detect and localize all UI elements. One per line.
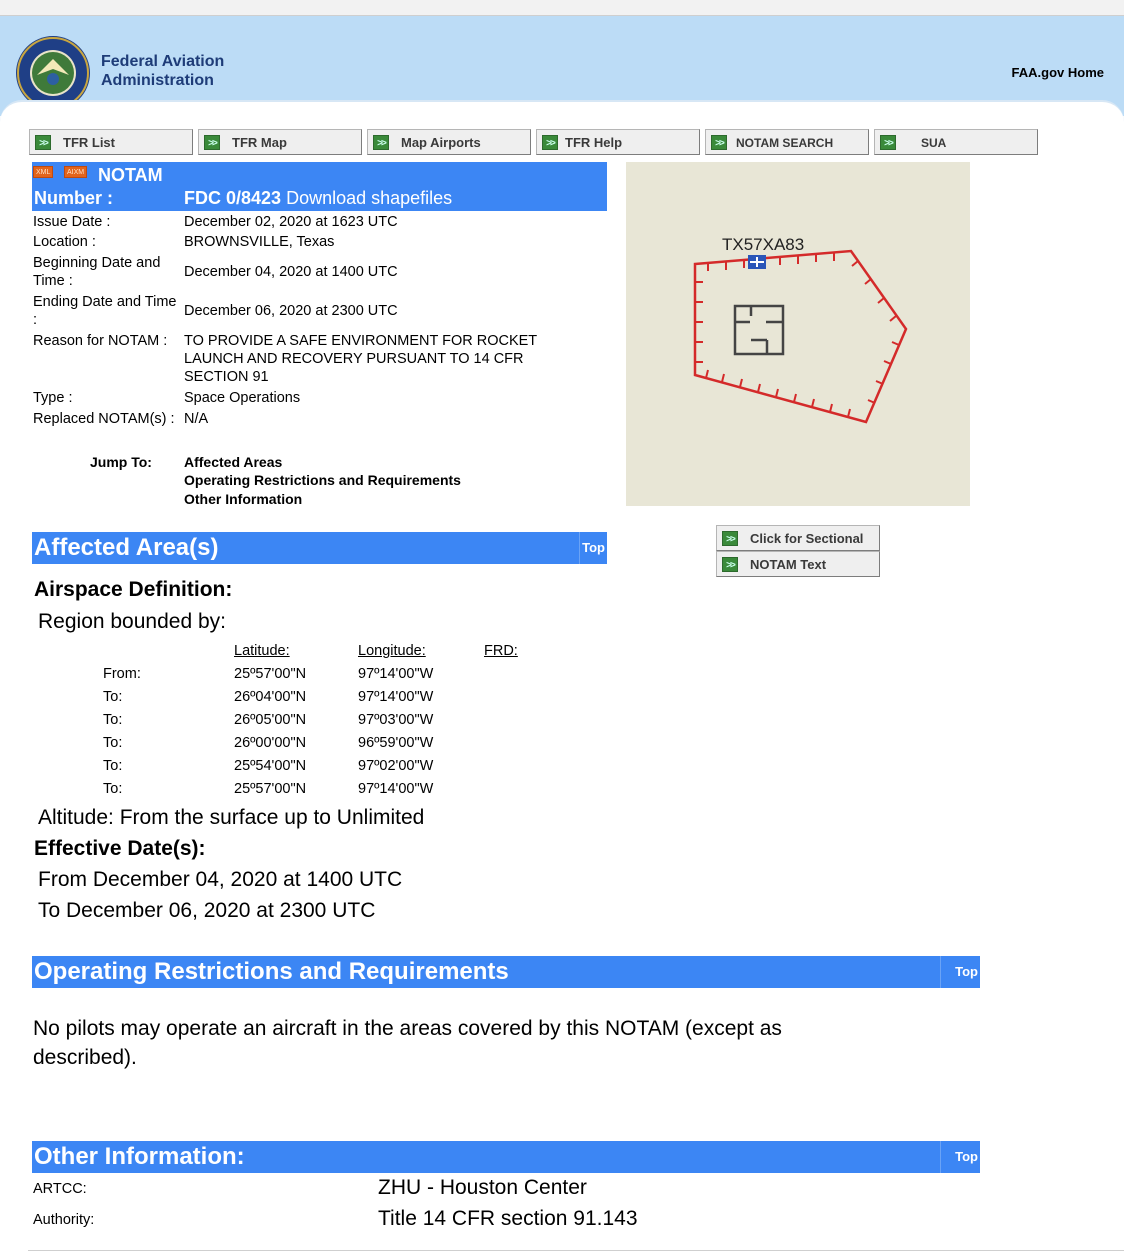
other-information-bar	[32, 1141, 980, 1173]
reason-line-2: LAUNCH AND RECOVERY PURSUANT TO 14 CFR	[184, 351, 524, 367]
beginning-date-label-line-1: Beginning Date and	[33, 255, 161, 271]
effective-to: To December 06, 2020 at 2300 UTC	[38, 899, 376, 922]
org-name-line-2: Administration	[101, 72, 214, 89]
notam-text-button[interactable]	[716, 551, 880, 577]
reason-line-3: SECTION 91	[184, 369, 269, 385]
beginning-date-value: December 04, 2020 at 1400 UTC	[184, 264, 398, 280]
click-for-sectional-button[interactable]	[716, 525, 880, 551]
tab-notam-search[interactable]	[705, 129, 869, 155]
arrow-icon: >>	[711, 135, 727, 150]
artcc-label: ARTCC:	[33, 1181, 87, 1197]
tab-sua[interactable]	[874, 129, 1038, 155]
authority-value: Title 14 CFR section 91.143	[378, 1207, 638, 1230]
affected-areas-bar	[32, 532, 607, 564]
issue-date-value: December 02, 2020 at 1623 UTC	[184, 214, 398, 230]
ending-date-label	[33, 293, 176, 329]
org-name-line-1: Federal Aviation	[101, 53, 225, 70]
jump-to-label: Jump To:	[90, 454, 152, 470]
authority-label: Authority:	[33, 1212, 95, 1228]
tab-label: Map Airports	[401, 135, 481, 150]
location-value: BROWNSVILLE, Texas	[184, 234, 335, 250]
tab-label: TFR Map	[232, 135, 287, 150]
arrow-icon: >>	[722, 557, 738, 572]
ending-date-label-line-1: Ending Date and Time	[33, 294, 177, 310]
point-latitude: 26º05'00"N	[234, 712, 307, 728]
point-latitude: 25º57'00"N	[234, 666, 307, 682]
arrow-icon: >>	[373, 135, 389, 150]
top-link[interactable]: Top	[940, 956, 980, 988]
type-label: Type :	[33, 390, 73, 406]
tfr-map-thumbnail[interactable]	[626, 162, 970, 506]
longitude-header: Longitude:	[358, 643, 426, 659]
artcc-value: ZHU - Houston Center	[378, 1176, 587, 1199]
beginning-date-label-line-2: Time :	[33, 273, 73, 289]
arrow-icon: >>	[204, 135, 220, 150]
jump-operating-restrictions-link[interactable]: Operating Restrictions and Requirements	[184, 472, 461, 488]
point-direction: To:	[103, 781, 123, 797]
restrictions-text: No pilots may operate an aircraft in the areas covered by this NOTAM (except as described).	[33, 1017, 782, 1069]
org-name	[101, 52, 224, 90]
point-longitude: 97º03'00"W	[358, 712, 434, 728]
point-longitude: 97º14'00"W	[358, 666, 434, 682]
reason-line-1: TO PROVIDE A SAFE ENVIRONMENT FOR ROCKET	[184, 333, 538, 349]
download-shapefiles-link[interactable]: Download shapefiles	[286, 188, 453, 208]
building-icon	[735, 306, 783, 354]
tab-label: SUA	[921, 136, 947, 150]
button-label: Click for Sectional	[750, 531, 864, 546]
reason-value	[184, 332, 537, 386]
region-bounded-by: Region bounded by:	[38, 610, 226, 633]
arrow-icon: >>	[542, 135, 558, 150]
altitude-text: Altitude: From the surface up to Unlimited	[38, 806, 425, 829]
effective-from: From December 04, 2020 at 1400 UTC	[38, 868, 403, 891]
point-latitude: 25º57'00"N	[234, 781, 307, 797]
tab-tfr-map[interactable]	[198, 129, 362, 155]
point-latitude: 26º00'00"N	[234, 735, 307, 751]
tab-tfr-help[interactable]	[536, 129, 700, 155]
replaced-notam-value: N/A	[184, 411, 209, 427]
arrow-icon: >>	[35, 135, 51, 150]
faa-home-link[interactable]: FAA.gov Home	[1011, 65, 1104, 80]
airport-label: TX57XA83	[722, 235, 805, 254]
point-latitude: 25º54'00"N	[234, 758, 307, 774]
jump-affected-areas-link[interactable]: Affected Areas	[184, 454, 283, 470]
number-label: Number :	[34, 188, 114, 208]
effective-dates-heading: Effective Date(s):	[34, 837, 206, 860]
point-direction: From:	[103, 666, 141, 682]
notam-number	[184, 188, 452, 209]
tab-label: TFR List	[63, 135, 115, 150]
affected-areas-title: Affected Area(s)	[34, 534, 219, 561]
notam-heading: NOTAM	[98, 165, 163, 185]
divider	[28, 1250, 1124, 1251]
location-label: Location :	[33, 234, 96, 250]
ending-date-label-line-2: :	[33, 312, 38, 328]
point-direction: To:	[103, 758, 123, 774]
point-latitude: 26º04'00"N	[234, 689, 307, 705]
tab-map-airports[interactable]	[367, 129, 531, 155]
operating-restrictions-title: Operating Restrictions and Requirements	[34, 958, 509, 985]
reason-label: Reason for NOTAM :	[33, 333, 168, 349]
browser-top-strip	[0, 0, 1124, 16]
issue-date-label: Issue Date :	[33, 214, 111, 230]
operating-restrictions-bar	[32, 956, 980, 988]
point-longitude: 97º14'00"W	[358, 689, 434, 705]
button-label: NOTAM Text	[750, 557, 827, 572]
arrow-icon: >>	[722, 531, 738, 546]
frd-header: FRD:	[484, 643, 518, 659]
aixm-badge[interactable]: AIXM	[64, 166, 87, 178]
tab-label: NOTAM SEARCH	[736, 136, 834, 150]
point-longitude: 96º59'00"W	[358, 735, 434, 751]
tfr-boundary-polygon	[695, 251, 906, 422]
point-direction: To:	[103, 712, 123, 728]
arrow-icon: >>	[880, 135, 896, 150]
type-value: Space Operations	[184, 390, 301, 406]
top-link[interactable]: Top	[579, 532, 607, 564]
other-information-title: Other Information:	[34, 1143, 245, 1170]
tab-label: TFR Help	[565, 135, 623, 150]
point-direction: To:	[103, 689, 123, 705]
beginning-date-label	[33, 254, 160, 290]
point-direction: To:	[103, 735, 123, 751]
jump-other-information-link[interactable]: Other Information	[184, 491, 303, 507]
latitude-header: Latitude:	[234, 643, 290, 659]
notam-number-value: FDC 0/8423	[184, 188, 282, 208]
airspace-definition-heading: Airspace Definition:	[34, 578, 233, 601]
replaced-notam-label: Replaced NOTAM(s) :	[33, 411, 175, 427]
ending-date-value: December 06, 2020 at 2300 UTC	[184, 303, 398, 319]
point-longitude: 97º02'00"W	[358, 758, 434, 774]
point-longitude: 97º14'00"W	[358, 781, 434, 797]
tab-tfr-list[interactable]	[29, 129, 193, 155]
notam-number-bar	[32, 162, 607, 211]
tfr-boundary-map	[626, 162, 970, 506]
xml-badge[interactable]: XML	[33, 166, 53, 178]
top-link[interactable]: Top	[940, 1141, 980, 1173]
